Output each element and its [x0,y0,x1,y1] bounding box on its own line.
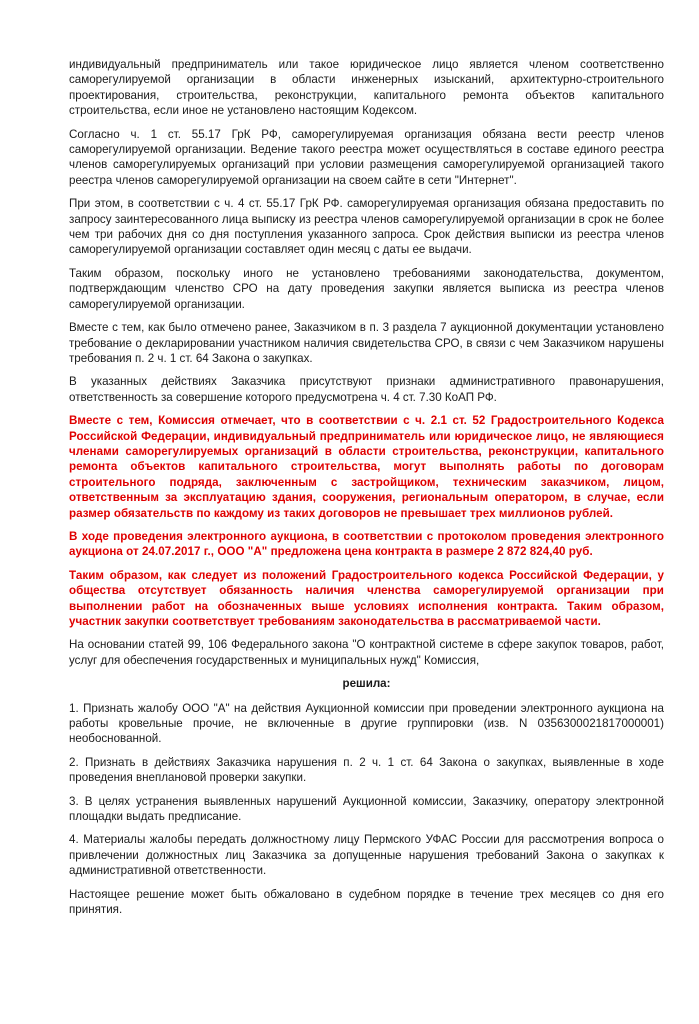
document-body [69,57,664,926]
paragraph-administrative-offense: В указанных действиях Заказчика присутствуют признаки административного правонарушения, ответственность за совершение которого предусмотрена ч. 4 ст. 7.30 КоАП РФ. [69,375,664,404]
closing-paragraph: Настоящее решение может быть обжаловано в судебном порядке в течение трех месяцев со дня его принятия. [69,887,664,917]
paragraph-registry-extract: При этом, в соответствии с ч. 4 ст. 55.17 ГрК РФ. саморегулируемая организация обязана предоставить по запросу заинтересованного лица выписку из реестра членов саморегулируемой организации в срок не более чем три рабочих дня со дня поступления указанного запроса. Срок действия выписки из реестра членов саморегулируемой организации составляет один месяц с даты ее выдачи. [69,197,664,257]
paragraph-customer-violation: Вместе с тем, как было отмечено ранее, Заказчиком в п. 3 раздела 7 аукционной документации установлено требование о декларировании участником наличия свидетельства СРО, в связи с чем Заказчиком нарушены требования п. 2 ч. 1 ст. 64 Закона о закупках. [69,321,664,365]
decision-item-2: 2. Признать в действиях Заказчика нарушения п. 2 ч. 1 ст. 64 Закона о закупках, выявленные в ходе проведения внеплановой проверки закупки. [69,755,664,785]
paragraph-registry-duty: Согласно ч. 1 ст. 55.17 ГрК РФ, саморегулируемая организация обязана вести реестр членов саморегулируемой организации. Ведение такого реестра может осуществляться в составе единого реестра членов саморегулируемых организаций при условии размещения саморегулируемой организацией такого реестра членов саморегулируемой организации на своем сайте в сети "Интернет". [69,127,664,187]
decision-item-3: 3. В целях устранения выявленных нарушений Аукционной комиссии, Заказчику, оператору электронной площадки выдать предписание. [69,794,664,824]
paragraph-sro-membership: индивидуальный предприниматель или такое юридическое лицо является членом соответственно саморегулируемой организации в области инженерных изысканий, архитектурно-строительного проектирования, строительства, реконструкции, капитального ремонта объектов капитального строительства, если иное не установлено настоящим Кодексом. [69,58,664,118]
decision-item-1: 1. Признать жалобу ООО "А" на действия Аукционной комиссии при проведении электронного аукциона на работы кровельные прочие, не включенные в другие группировки (изв. N 0356300021817000001) необоснованной. [69,701,664,746]
paragraph-legal-basis: На основании статей 99, 106 Федерального закона "О контрактной системе в сфере закупок товаров, работ, услуг для обеспечения государственных и муниципальных нужд" Комиссия, [69,638,664,667]
decision-item-4: 4. Материалы жалобы передать должностному лицу Пермского УФАС России для рассмотрения вопроса о привлечении должностных лиц Заказчика за допущенные нарушения требований Закона о закупках к административной ответственности. [69,833,664,878]
highlight-paragraph-auction-price: В ходе проведения электронного аукциона, в соответствии с протоколом проведения электронного аукциона от 24.07.2017 г., ООО "А" предложена цена контракта в размере 2 872 824,40 руб. [69,529,664,559]
highlight-paragraph-commission-notes: Вместе с тем, Комиссия отмечает, что в соответствии с ч. 2.1 ст. 52 Градостроительного Кодекса Российской Федерации, индивидуальный предприниматель или юридическое лицо, не являющиеся членами саморегулируемых организаций в области строительства, реконструкции, капитального ремонта объектов капитального строительства, могут выполнять работы по договорам строительного подряда, заключенным с застройщиком, техническим заказчиком, лицом, ответственным за эксплуатацию здания, сооружения, региональным оператором, в случае, если размер обязательств по каждому из таких договоров не превышает трех миллионов рублей. [69,414,664,520]
paragraph-confirming-document: Таким образом, поскольку иного не установлено требованиями законодательства, документом, подтверждающим членство СРО на дату проведения закупки является выписка из реестра членов саморегулируемой организации. [69,266,664,311]
highlight-paragraph-conclusion: Таким образом, как следует из положений Градостроительного кодекса Российской Федерации, у общества отсутствует обязанность наличия членства саморегулируемой организации при выполнении работ на обозначенных выше условиях исполнения контракта. Таким образом, участник закупки соответствует требованиям законодательства в рассматриваемой части. [69,568,664,628]
decision-heading: решила: [342,677,391,691]
